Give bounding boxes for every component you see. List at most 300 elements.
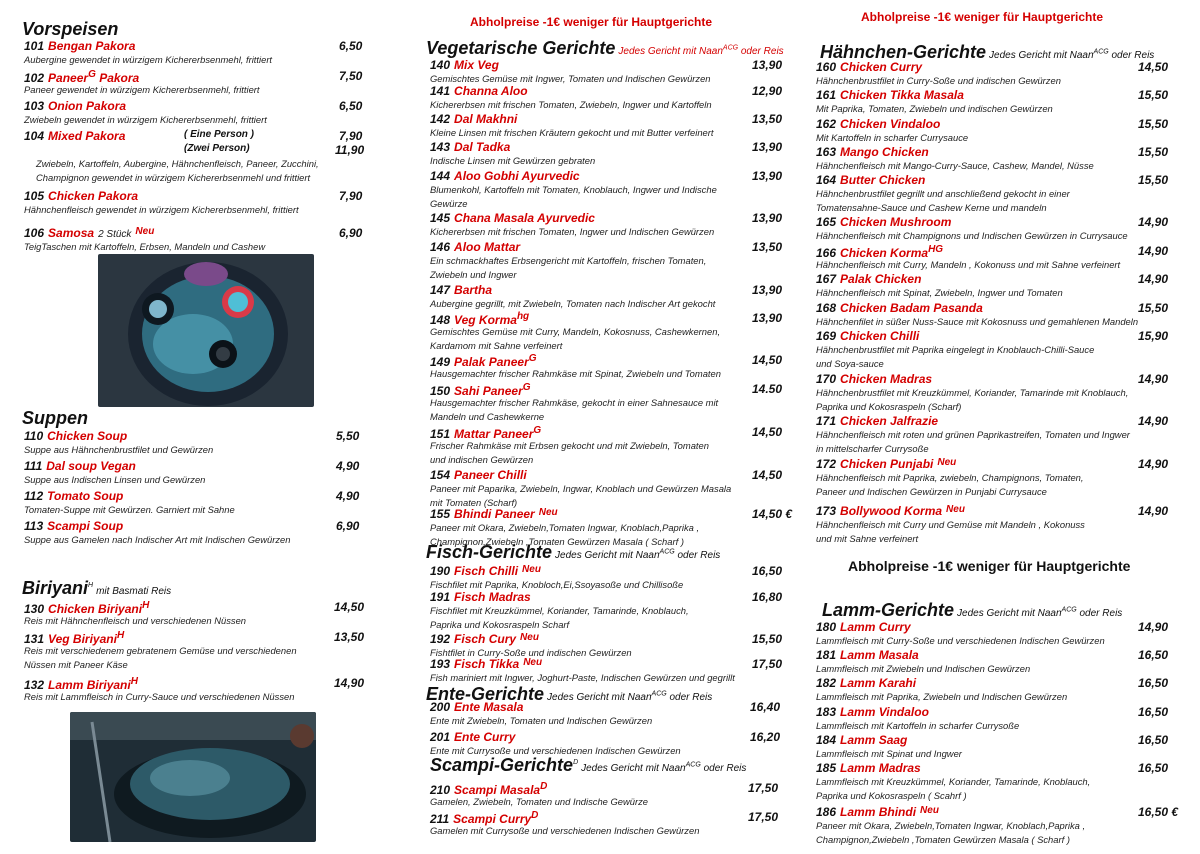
item-description: und indischen Gewürzen: [430, 454, 534, 466]
item-allergen-code: G: [88, 69, 96, 80]
item-allergen-code: H: [116, 630, 125, 641]
item-description: Kardamom mit Sahne verfeinert: [430, 340, 563, 352]
new-badge: Neu: [520, 632, 539, 643]
item-number: 164: [816, 173, 837, 187]
menu-item-header: [420, 112, 800, 126]
item-description: Fishtfilet in Curry-Soße und indischen Gewürzen: [430, 647, 632, 658]
item-description: Zwiebeln gewendet in würzigem Kichererbsenmehl, frittiert: [24, 114, 267, 125]
item-price: 16,50: [1138, 761, 1169, 775]
menu-item: [14, 129, 374, 185]
item-description: Paneer gewendet in würzigem Kichererbsenmehl, frittiert: [24, 84, 260, 95]
item-price: 16,40: [750, 700, 781, 714]
food-photo-biriyani: [70, 712, 316, 842]
item-price: 13,90: [752, 311, 783, 325]
menu-item: [420, 781, 800, 809]
item-price: 5,50: [336, 429, 360, 443]
item-name: Palak Chicken: [840, 272, 922, 286]
section-note-text: Jedes Gericht mit Naan: [547, 692, 652, 703]
menu-item-header: [420, 58, 800, 72]
menu-item: [14, 39, 374, 67]
item-name: Dal soup Vegan: [46, 459, 136, 473]
item-price: 17,50: [748, 781, 779, 795]
menu-item: [806, 805, 1196, 847]
menu-item-header: [14, 600, 374, 614]
item-description: Lammfleisch mit Kreuzkümmel, Koriander, Tamarinde, Knoblauch,: [816, 776, 1091, 787]
item-price: 14,50: [1138, 60, 1169, 74]
item-number: 141: [430, 84, 451, 98]
section-title-superscript: H: [88, 582, 94, 589]
menu-item: [420, 564, 800, 592]
menu-item: [420, 730, 800, 758]
item-description: Reis mit Hähnchenfleisch und verschiedenen Nüssen: [24, 615, 246, 626]
item-description: Lammfleisch mit Zwiebeln und Indischen Gewürzen: [816, 663, 1031, 674]
menu-item: [806, 620, 1196, 648]
item-price: 4,90: [336, 489, 360, 503]
menu-item-header: [420, 657, 800, 671]
menu-item: [806, 117, 1196, 145]
menu-item-header-second: [14, 143, 374, 157]
item-number: 142: [430, 112, 451, 126]
item-number: 149: [430, 355, 451, 369]
item-price: 15,50: [1138, 145, 1169, 159]
item-allergen-code: HG: [928, 244, 944, 255]
item-price: 4,90: [336, 459, 360, 473]
section-title-superscript: D: [573, 759, 579, 766]
item-number: 147: [430, 283, 451, 297]
item-name: Bartha: [454, 283, 493, 297]
item-name: Scampi Curry: [453, 812, 532, 826]
menu-item-header: [806, 117, 1196, 131]
section-title-lamm: [822, 600, 1122, 621]
item-price: 15,50: [1138, 88, 1169, 102]
menu-item-header: [806, 676, 1196, 690]
item-number: 167: [816, 272, 837, 286]
item-name: Dal Makhni: [454, 112, 518, 126]
item-description: Hähnchenfleisch mit roten und grünen Paprikastreifen, Tomaten und Ingwer: [816, 429, 1130, 440]
menu-item-header: [14, 226, 374, 240]
section-note-superscript: ACG: [1093, 48, 1109, 56]
menu-item-header: [420, 311, 800, 325]
item-description: Kichererbsen mit frischen Tomaten, Ingwer und Indischen Gewürzen: [430, 226, 715, 237]
item-description: Lammfleisch mit Kartoffeln in scharfer Currysoße: [816, 720, 1020, 731]
item-allergen-code: H: [142, 600, 150, 611]
item-number: 173: [816, 504, 837, 518]
menu-item-header: [806, 301, 1196, 315]
section-title-vorspeisen: [22, 19, 118, 40]
menu-item: [420, 657, 800, 685]
menu-item-header: [806, 761, 1196, 775]
item-description: Hähnchenbrustfilet mit Paprika eingelegt in Knoblauch-Chilli-Sauce: [816, 344, 1095, 355]
menu-item-header: [14, 69, 374, 83]
item-number: 155: [430, 507, 451, 521]
item-description: Hähnchenbrustfilet gegrillt und anschließend gekocht in einer: [816, 188, 1070, 199]
item-name: Tomato Soup: [47, 489, 124, 503]
new-badge: Neu: [946, 504, 965, 515]
item-price: 14,90: [1138, 244, 1169, 258]
item-price: 16,50: [1138, 733, 1169, 747]
item-name: Lamm Biriyani: [48, 678, 131, 692]
item-price: 15,50: [1138, 301, 1169, 315]
section-note-superscript: ACG: [651, 690, 667, 698]
item-name: Chicken Vindaloo: [840, 117, 941, 131]
item-price: 16,50: [1138, 648, 1169, 662]
item-allergen-code: H: [130, 676, 138, 687]
section-note-text: Jedes Gericht mit Naan: [989, 50, 1094, 61]
item-name: Chicken Tikka Masala: [840, 88, 964, 102]
section-note: [618, 46, 783, 57]
item-number: 103: [24, 99, 45, 113]
item-name: Dal Tadka: [454, 140, 511, 154]
item-description: Paprika und Kokosraspeln ( Scahrf ): [816, 790, 967, 802]
section-title-text: Lamm-Gerichte: [822, 600, 955, 620]
menu-item: [806, 648, 1196, 676]
section-title-scampi: [430, 755, 746, 776]
item-number: 169: [816, 329, 837, 343]
menu-item-header: [420, 507, 800, 521]
new-badge: Neu: [523, 657, 543, 668]
side-dish: [290, 724, 314, 748]
menu-item-header: [420, 564, 800, 578]
item-number: 145: [430, 211, 451, 225]
item-description: Aubergine gegrillt, mit Zwiebeln, Tomaten nach Indischer Art gekocht: [430, 298, 716, 309]
item-price: 16,50: [752, 564, 783, 578]
item-price: 14,50: [334, 600, 365, 614]
section-title-suppen: [22, 408, 88, 429]
section-note-suffix: oder Reis: [703, 763, 747, 774]
item-description: Paprika und Kokosraspeln (Scharf): [816, 401, 962, 413]
section-title-fisch: [426, 542, 720, 563]
item-description: Champignon,Zwiebeln ,Tomaten Gewürzen Masala ( Scharf ): [430, 536, 684, 548]
menu-item-header: [14, 519, 374, 533]
menu-item: [14, 630, 374, 672]
item-name: Chicken Jalfrazie: [840, 414, 939, 428]
menu-item-header: [806, 173, 1196, 187]
item-description: Ente mit Zwiebeln, Tomaten und Indischen Gewürzen: [430, 715, 653, 726]
item-price: 14,90: [1138, 272, 1169, 286]
item-portion-one: ( Eine Person ): [184, 129, 255, 140]
item-description: Lammfleisch mit Spinat und Ingwer: [816, 748, 962, 759]
section-note-suffix: oder Reis: [669, 692, 713, 703]
item-number: 106: [24, 226, 45, 240]
item-price: 7,90: [339, 129, 363, 143]
item-number: 186: [816, 805, 837, 819]
item-name: Lamm Saag: [840, 733, 908, 747]
item-number: 165: [816, 215, 837, 229]
item-name: Bollywood Korma: [840, 504, 943, 518]
item-price: 14,50: [752, 468, 783, 482]
item-price: 14,50: [752, 425, 783, 439]
item-name: Aloo Mattar: [454, 240, 521, 254]
menu-item: [420, 311, 800, 353]
section-note-superscript: ACG: [685, 761, 701, 769]
item-price: 16,80: [752, 590, 783, 604]
item-price: 17,50: [748, 810, 779, 824]
item-name-suffix: Pakora: [99, 71, 140, 85]
item-description: Tomaten-Suppe mit Gewürzen. Garniert mit Sahne: [24, 504, 235, 515]
menu-item-header: [420, 468, 800, 482]
item-name: Fisch Chilli: [454, 564, 519, 578]
section-title-text: Scampi-Gerichte: [430, 755, 574, 775]
item-number: 148: [430, 313, 451, 327]
item-price: 15,50: [1138, 117, 1169, 131]
item-number: 150: [430, 384, 451, 398]
menu-column-right: [806, 0, 1196, 854]
menu-item-header: [420, 730, 800, 744]
menu-item-header: [420, 700, 800, 714]
menu-item: [806, 457, 1196, 499]
item-allergen-code: D: [531, 810, 539, 821]
item-description: Blumenkohl, Kartoffeln mit Tomaten, Knoblauch, Ingwer und Indische: [430, 184, 717, 195]
item-name: Aloo Gobhi Ayurvedic: [454, 169, 580, 183]
item-price: 14,50 €: [752, 507, 793, 521]
item-description: Aubergine gewendet in würzigem Kichererbsenmehl, frittiert: [24, 54, 273, 65]
menu-item-header: [806, 88, 1196, 102]
item-price-second: 11,90: [335, 143, 365, 157]
menu-item: [420, 632, 800, 660]
menu-item: [14, 99, 374, 127]
item-name: Chicken Chilli: [840, 329, 920, 343]
item-description: Fish mariniert mit Ingwer, Joghurt-Paste, Indischen Gewürzen und gegrillt: [430, 672, 735, 683]
item-price: 12,90: [752, 84, 783, 98]
menu-item: [14, 489, 374, 517]
item-name: Sahi Paneer: [454, 384, 523, 398]
item-name: Fisch Madras: [454, 590, 531, 604]
item-price: 13,50: [752, 112, 783, 126]
item-name: Onion Pakora: [48, 99, 127, 113]
menu-item-header: [420, 810, 800, 824]
item-price: 13,50: [752, 240, 783, 254]
menu-column-left: [14, 0, 374, 854]
item-number: 184: [816, 733, 837, 747]
item-number: 170: [816, 372, 837, 386]
item-name: Mattar Paneer: [454, 427, 534, 441]
item-price: 14,90: [1138, 215, 1169, 229]
item-price: 16,50: [1138, 676, 1169, 690]
item-name: Scampi Soup: [47, 519, 124, 533]
section-note-superscript: ACG: [659, 548, 675, 556]
item-price: 14,50: [752, 353, 783, 367]
new-badge: Neu: [522, 564, 541, 575]
item-description: Reis mit Lammfleisch in Curry-Sauce und verschiedenen Nüssen: [24, 691, 295, 702]
menu-item: [14, 600, 374, 628]
item-number: 192: [430, 632, 451, 646]
rice-highlight: [150, 760, 230, 796]
menu-item: [14, 226, 374, 254]
item-number: 210: [430, 783, 451, 797]
menu-item: [420, 700, 800, 728]
menu-item-header: [420, 169, 800, 183]
menu-item: [420, 425, 800, 467]
item-description: Paneer mit Okara, Zwiebeln,Tomaten Ingwar, Knoblach,Paprika ,: [816, 820, 1086, 831]
menu-item: [420, 140, 800, 168]
menu-item: [14, 519, 374, 547]
item-description: Hausgemachter frischer Rahmkäse, gekocht in einer Sahnesauce mit: [430, 397, 719, 408]
menu-item-header: [420, 781, 800, 795]
section-note-text: mit Basmati Reis: [96, 586, 172, 597]
menu-item-header: [806, 733, 1196, 747]
item-number: 185: [816, 761, 837, 775]
section-note-suffix: oder Reis: [740, 46, 784, 57]
item-name: Paneer: [48, 71, 89, 85]
item-description: Gemischtes Gemüse mit Curry, Mandeln, Kokosnuss, Cashewkernen,: [430, 326, 721, 337]
item-name: Chicken Pakora: [48, 189, 139, 203]
item-number: 154: [430, 468, 451, 482]
item-price: 14,90: [1138, 504, 1169, 518]
item-name: Chicken Korma: [840, 246, 929, 260]
item-description: Frischer Rahmkäse mit Erbsen gekocht und mit Zwiebeln, Tomaten: [430, 440, 709, 451]
menu-item-header: [14, 489, 374, 503]
menu-item-header: [420, 590, 800, 604]
item-name: Chicken Soup: [47, 429, 128, 443]
menu-item: [806, 145, 1196, 173]
menu-item-header: [806, 504, 1196, 518]
section-note-suffix: oder Reis: [1111, 50, 1155, 61]
sauce-red-fill: [228, 292, 248, 312]
menu-item-header: [14, 39, 374, 53]
item-description: Champignon gewendet in würzigem Kichererbsenmehl und frittiert: [36, 172, 311, 184]
item-description: Tomatensahne-Sauce und Cashew Kerne und mandeln: [816, 202, 1047, 214]
item-name: Bengan Pakora: [48, 39, 136, 53]
menu-item-header: [14, 676, 374, 690]
item-name: Mixed Pakora: [48, 129, 126, 143]
section-note-superscript: ACG: [722, 44, 739, 52]
item-description: Zwiebeln, Kartoffeln, Aubergine, Hähnchenfleisch, Paneer, Zucchini,: [36, 158, 319, 169]
item-number: 140: [430, 58, 451, 72]
item-name: Chicken Curry: [840, 60, 923, 74]
section-note-superscript: ACG: [1061, 606, 1077, 614]
item-price: 13,90: [752, 169, 783, 183]
promo-banner-right-top: Abholpreise -1€ weniger für Hauptgerichte: [861, 10, 1104, 24]
item-number: 130: [24, 602, 45, 616]
menu-item-header: [806, 457, 1196, 471]
item-description: mit Tomaten (Scharf): [430, 497, 518, 509]
item-description: Fischfilet mit Kreuzkümmel, Koriander, Tamarinde, Knoblauch,: [430, 605, 689, 616]
section-note: [555, 550, 720, 561]
menu-item-header: [806, 244, 1196, 258]
item-price: 13,90: [752, 283, 783, 297]
menu-item: [806, 705, 1196, 733]
item-name: Chana Masala Ayurvedic: [454, 211, 595, 225]
menu-item: [806, 676, 1196, 704]
item-number: 183: [816, 705, 837, 719]
item-allergen-code: G: [533, 425, 542, 436]
item-price: 14,90: [1138, 620, 1169, 634]
item-description: Kleine Linsen mit frischen Kräutern gekocht und mit Butter verfeinert: [430, 127, 714, 138]
menu-item-header: [806, 372, 1196, 386]
item-number: 201: [430, 730, 451, 744]
menu-item-header: [806, 60, 1196, 74]
menu-item-header: [14, 630, 374, 644]
menu-item-header: [420, 140, 800, 154]
item-price: 6,50: [339, 99, 363, 113]
section-title-biriyani: [22, 578, 171, 599]
item-name: Ente Curry: [454, 730, 516, 744]
item-number: 110: [24, 429, 44, 443]
menu-item-header: [420, 632, 800, 646]
item-name: Lamm Curry: [840, 620, 911, 634]
item-number: 171: [816, 414, 837, 428]
menu-item-header: [806, 272, 1196, 286]
item-description: Mit Kartoffeln in scharfer Currysauce: [816, 132, 969, 143]
item-name: Mango Chicken: [840, 145, 929, 159]
item-number: 161: [816, 88, 837, 102]
item-price: 16,20: [750, 730, 781, 744]
item-number: 200: [430, 700, 451, 714]
promo-banner-right-bottom: Abholpreise -1€ weniger für Hauptgerichte: [848, 558, 1131, 574]
menu-item-header: [420, 353, 800, 367]
item-description: Ente mit Currysoße und verschiedenen Indischen Gewürzen: [430, 745, 681, 756]
item-number: 162: [816, 117, 837, 131]
item-name: Butter Chicken: [840, 173, 926, 187]
section-title-text: Biriyani: [22, 578, 89, 598]
item-price: 14,90: [1138, 457, 1169, 471]
item-price: 13,90: [752, 58, 783, 72]
menu-item-header: [420, 211, 800, 225]
photo-top-light: [70, 712, 316, 740]
menu-item-header: [420, 425, 800, 439]
garnish-flower: [184, 262, 228, 286]
menu-item-header: [420, 240, 800, 254]
item-portion-two: (Zwei Person): [184, 143, 250, 154]
item-description: Hähnchenfleisch mit Champignons und Indischen Gewürzen in Currysauce: [816, 230, 1128, 241]
item-number: 190: [430, 564, 451, 578]
menu-item-header: [14, 429, 374, 443]
section-note-text: Jedes Gericht mit Naan: [581, 763, 686, 774]
menu-item: [806, 761, 1196, 803]
section-note-text: Jedes Gericht mit Naan: [555, 550, 660, 561]
item-number: 180: [816, 620, 837, 634]
item-description: Gemischtes Gemüse mit Ingwer, Tomaten und Indischen Gewürzen: [430, 73, 711, 84]
item-number: 131: [24, 632, 45, 646]
item-portion-note: 2 Stück: [98, 229, 132, 240]
item-price: 15,90: [1138, 329, 1169, 343]
menu-item: [14, 429, 374, 457]
menu-item-header: [14, 459, 374, 473]
item-price: 13,90: [752, 211, 783, 225]
item-name: Lamm Vindaloo: [840, 705, 929, 719]
item-description: Hähnchenfleisch gewendet in würzigem Kichererbsenmehl, frittiert: [24, 204, 299, 215]
item-number: 132: [24, 678, 45, 692]
item-price: 14,90: [1138, 414, 1169, 428]
item-description: Hähnchenbrustfilet mit Kreuzkümmel, Koriander, Tamarinde mit Knoblauch,: [816, 387, 1129, 398]
item-allergen-code: D: [540, 781, 548, 792]
item-number: 160: [816, 60, 837, 74]
item-description: und mit Sahne verfeinert: [816, 533, 919, 545]
item-price: 7,50: [339, 69, 363, 83]
item-description: Hähnchenfleisch mit Paprika, zwiebeln, Champignons, Tomaten,: [816, 472, 1084, 483]
item-number: 112: [24, 489, 44, 503]
item-description: Gamelen mit Currysoße und verschiedenen Indischen Gewürzen: [430, 825, 700, 836]
menu-item: [420, 240, 800, 282]
section-title-text: Ente-Gerichte: [426, 684, 545, 704]
item-number: 163: [816, 145, 837, 159]
new-badge: Neu: [937, 457, 957, 468]
item-price: 6,50: [339, 39, 363, 53]
item-name: Chicken Madras: [840, 372, 933, 386]
item-name: Chicken Mushroom: [840, 215, 952, 229]
item-name: Lamm Madras: [840, 761, 921, 775]
item-price: 14,90: [1138, 372, 1169, 386]
menu-item-header: [806, 215, 1196, 229]
sauce-dark-fill: [149, 300, 167, 318]
item-number: 193: [430, 657, 451, 671]
item-number: 182: [816, 676, 837, 690]
item-number: 172: [816, 457, 837, 471]
menu-item: [420, 283, 800, 311]
item-name: Veg Biriyani: [48, 632, 117, 646]
menu-item: [420, 58, 800, 86]
menu-item-header: [420, 382, 800, 396]
